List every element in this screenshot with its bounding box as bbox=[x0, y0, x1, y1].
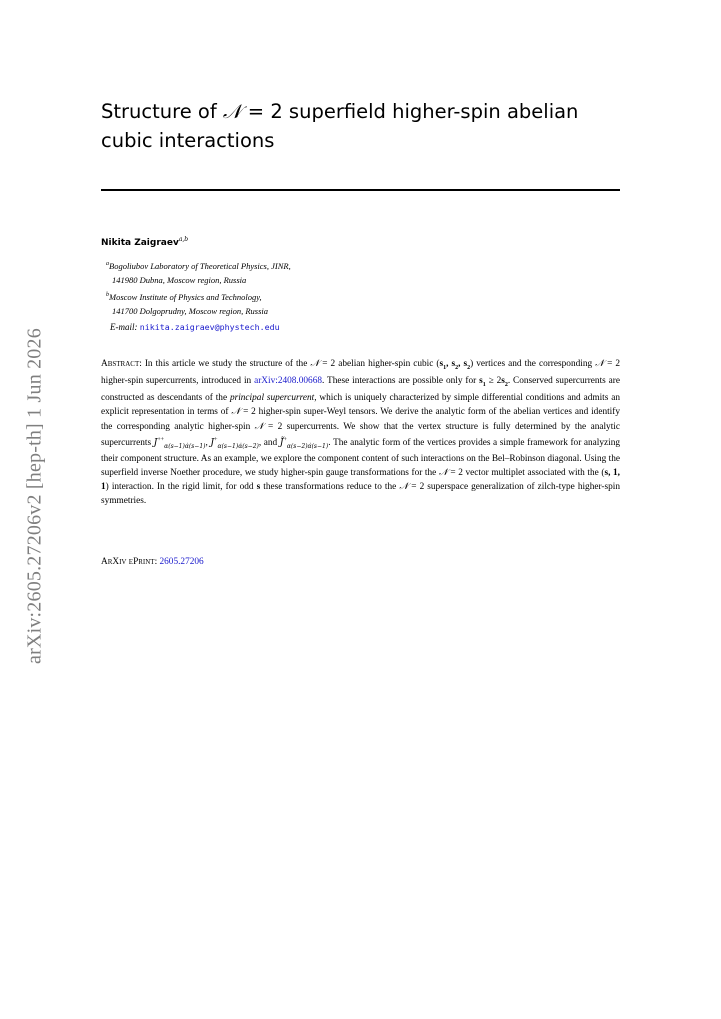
title-math: 𝒩 bbox=[222, 100, 242, 123]
eprint-link[interactable]: 2605.27206 bbox=[159, 557, 204, 567]
paper-title: Structure of 𝒩 = 2 superfield higher-spin abelian cubic interactions bbox=[101, 100, 579, 152]
affiliation-b: $^b$Moscow Institute of Physics and Technology, 141700 Dolgoprudny, Moscow region, Russia bbox=[106, 291, 268, 316]
email-link[interactable]: nikita.zaigraev@phystech.edu bbox=[139, 322, 280, 332]
eprint-line bbox=[101, 557, 204, 567]
arxiv-id: arXiv:2605.27206v2 [hep-th] 1 Jun 2026 bbox=[23, 328, 46, 664]
arxiv-sidebar-stamp bbox=[18, 302, 52, 690]
eprint-label: ArXiv ePrint: bbox=[101, 557, 158, 567]
author-name: Nikita Zaigraev bbox=[101, 238, 179, 248]
author bbox=[101, 236, 188, 248]
title-rule bbox=[101, 189, 620, 191]
email-line bbox=[110, 322, 280, 332]
affiliation-a: $^a$Bogoliubov Laboratory of Theoretical Physics, JINR, 141980 Dubna, Moscow region, Russia bbox=[106, 260, 291, 285]
reference-link[interactable]: arXiv:2408.00668 bbox=[254, 376, 322, 387]
email-label: E-mail: bbox=[110, 322, 138, 332]
abstract: Abstract: In this article we study the structure of the 𝒩 = 2 abelian higher-spin cubic ($s_1$, $s_2$, $s_2$) vertices and the corresponding 𝒩 = 2 higher-spin supercurrents, introduced in arXiv:2408.00668. These interactions are possible only for $s_1 \ge 2s_2$. Conserved supercurrents are constructed as descendants of the principal supercurrent, which is uniquely characterized by simple differential conditions and admits an explicit representation in terms of 𝒩 = 2 higher-spin super-Weyl tensors. We derive the analytic form of the abelian vertices and identify the corresponding analytic higher-spin 𝒩 = 2 supercurrents. We show that the vertex structure is fully determined by the analytic supercurrents $J^{++}_{\alpha(s-1)\alphȧ(s-1)}$, $J^+_{\alpha(s-1)\alphȧ(s-2)}$, and $J̃^+_{\alpha(s-2)\alphȧ(s-1)}$. The analytic form of the vertices provides a simple framework for analyzing their component structure. As an example, we explore the component content of such interactions on the Bel–Robinson diagonal. Using the superfield inverse Noether procedure, we study higher-spin gauge transformations for the 𝒩 = 2 vector multiplet associated with the (s, 1, 1) interaction. In the rigid limit, for odd s these transformations reduce to the 𝒩 = 2 superspace generalization of zilch-type higher-spin symmetries. bbox=[101, 358, 621, 506]
author-marks: a,b bbox=[178, 236, 189, 243]
abstract-label: Abstract: bbox=[101, 359, 142, 369]
